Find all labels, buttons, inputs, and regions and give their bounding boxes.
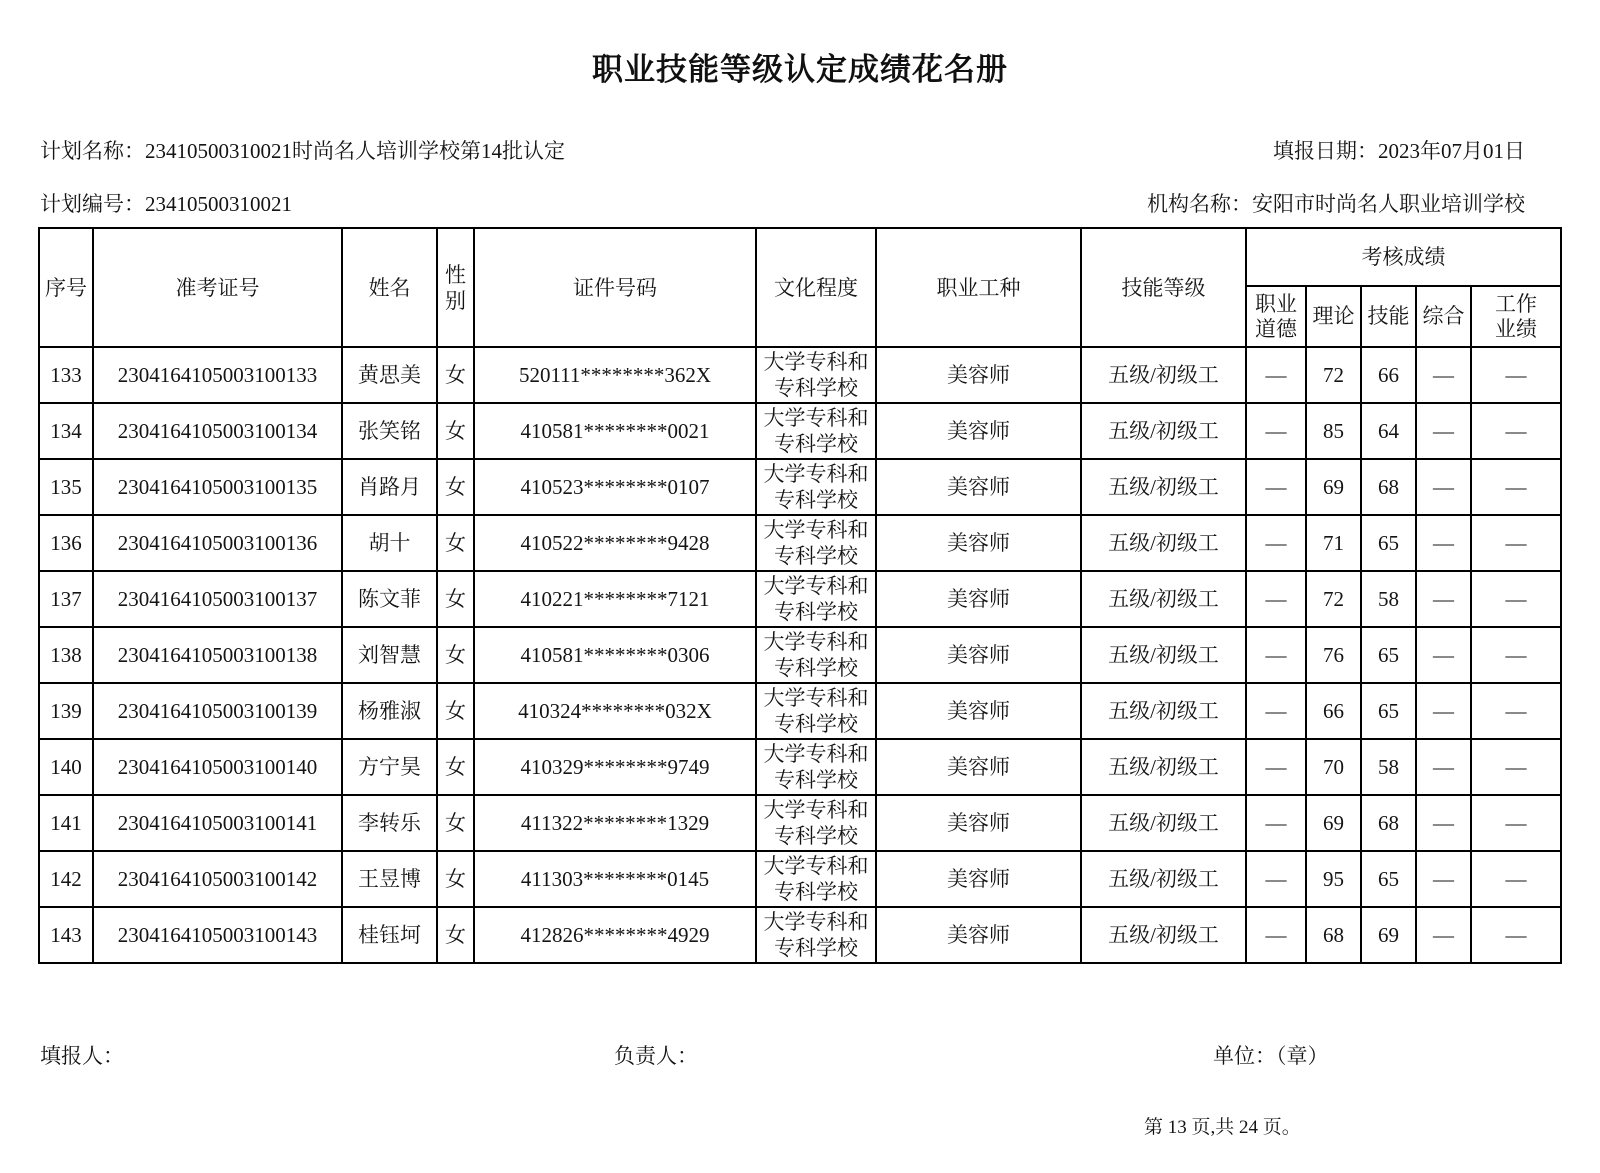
cell-score-skill: 69: [1361, 907, 1416, 963]
col-header-score-performance: 工作业绩: [1471, 286, 1561, 347]
table-row: [39, 627, 1561, 683]
cell-name: 李转乐: [342, 795, 437, 851]
cell-score-comprehensive: —: [1416, 459, 1471, 515]
cell-score-theory: 85: [1306, 403, 1361, 459]
cell-occupation: 美容师: [876, 739, 1081, 795]
cell-skill-level: 五级/初级工: [1081, 515, 1246, 571]
cell-seq: 139: [39, 683, 93, 739]
cell-skill-level: 五级/初级工: [1081, 683, 1246, 739]
col-header-score-ethics: 职业道德: [1246, 286, 1306, 347]
cell-gender: 女: [437, 347, 474, 403]
cell-score-performance: —: [1471, 683, 1561, 739]
cell-id-number: 410523********0107: [474, 459, 756, 515]
meta-row-2: [40, 190, 1525, 218]
table-header: [39, 228, 1561, 347]
cell-gender: 女: [437, 851, 474, 907]
cell-id-number: 520111********362X: [474, 347, 756, 403]
cell-seq: 136: [39, 515, 93, 571]
cell-score-performance: —: [1471, 459, 1561, 515]
cell-exam-number: 2304164105003100133: [93, 347, 342, 403]
col-header-gender: 性别: [437, 228, 474, 347]
cell-education: 大学专科和专科学校: [756, 515, 876, 571]
cell-gender: 女: [437, 907, 474, 963]
cell-id-number: 412826********4929: [474, 907, 756, 963]
table-row: [39, 683, 1561, 739]
cell-score-skill: 58: [1361, 739, 1416, 795]
cell-exam-number: 2304164105003100141: [93, 795, 342, 851]
cell-exam-number: 2304164105003100139: [93, 683, 342, 739]
table-body: [39, 347, 1561, 963]
cell-score-performance: —: [1471, 347, 1561, 403]
cell-seq: 143: [39, 907, 93, 963]
col-header-skill-level: 技能等级: [1081, 228, 1246, 347]
cell-id-number: 410221********7121: [474, 571, 756, 627]
cell-education: 大学专科和专科学校: [756, 403, 876, 459]
plan-name: [40, 137, 565, 165]
cell-score-ethics: —: [1246, 851, 1306, 907]
org-name-label: 机构名称：: [1147, 192, 1252, 216]
col-header-occupation: 职业工种: [876, 228, 1081, 347]
cell-score-theory: 95: [1306, 851, 1361, 907]
cell-score-ethics: —: [1246, 683, 1306, 739]
cell-exam-number: 2304164105003100136: [93, 515, 342, 571]
page-number: 第 13 页,共 24 页。: [1144, 1117, 1301, 1138]
cell-gender: 女: [437, 795, 474, 851]
cell-seq: 142: [39, 851, 93, 907]
report-date-value: 2023年07月01日: [1378, 139, 1525, 163]
cell-skill-level: 五级/初级工: [1081, 795, 1246, 851]
cell-score-ethics: —: [1246, 571, 1306, 627]
cell-exam-number: 2304164105003100142: [93, 851, 342, 907]
plan-code-value: 23410500310021: [145, 192, 292, 216]
cell-score-ethics: —: [1246, 627, 1306, 683]
col-header-education: 文化程度: [756, 228, 876, 347]
col-header-seq: 序号: [39, 228, 93, 347]
cell-score-performance: —: [1471, 795, 1561, 851]
cell-score-comprehensive: —: [1416, 571, 1471, 627]
cell-gender: 女: [437, 459, 474, 515]
cell-gender: 女: [437, 627, 474, 683]
cell-score-comprehensive: —: [1416, 403, 1471, 459]
cell-score-theory: 72: [1306, 571, 1361, 627]
cell-gender: 女: [437, 683, 474, 739]
cell-score-theory: 71: [1306, 515, 1361, 571]
cell-score-ethics: —: [1246, 459, 1306, 515]
meta-section: [40, 137, 1525, 218]
cell-score-performance: —: [1471, 571, 1561, 627]
table-row: [39, 907, 1561, 963]
plan-name-value: 23410500310021时尚名人培训学校第14批认定: [145, 139, 565, 163]
cell-skill-level: 五级/初级工: [1081, 739, 1246, 795]
cell-id-number: 411303********0145: [474, 851, 756, 907]
cell-education: 大学专科和专科学校: [756, 851, 876, 907]
cell-score-ethics: —: [1246, 403, 1306, 459]
cell-score-theory: 69: [1306, 795, 1361, 851]
cell-occupation: 美容师: [876, 515, 1081, 571]
table-row: [39, 739, 1561, 795]
table-row: [39, 795, 1561, 851]
col-header-exam-number: 准考证号: [93, 228, 342, 347]
cell-name: 刘智慧: [342, 627, 437, 683]
cell-gender: 女: [437, 571, 474, 627]
cell-id-number: 410581********0021: [474, 403, 756, 459]
cell-id-number: 410324********032X: [474, 683, 756, 739]
table-row: [39, 851, 1561, 907]
cell-score-theory: 69: [1306, 459, 1361, 515]
cell-score-theory: 70: [1306, 739, 1361, 795]
plan-code-label: 计划编号：: [40, 192, 145, 216]
cell-score-ethics: —: [1246, 795, 1306, 851]
cell-score-ethics: —: [1246, 907, 1306, 963]
cell-skill-level: 五级/初级工: [1081, 907, 1246, 963]
cell-skill-level: 五级/初级工: [1081, 459, 1246, 515]
cell-score-comprehensive: —: [1416, 683, 1471, 739]
cell-score-skill: 68: [1361, 459, 1416, 515]
table-row: [39, 403, 1561, 459]
cell-exam-number: 2304164105003100138: [93, 627, 342, 683]
report-date-label: 填报日期：: [1273, 139, 1378, 163]
cell-score-comprehensive: —: [1416, 739, 1471, 795]
cell-score-ethics: —: [1246, 347, 1306, 403]
cell-score-performance: —: [1471, 907, 1561, 963]
cell-occupation: 美容师: [876, 627, 1081, 683]
cell-score-skill: 64: [1361, 403, 1416, 459]
cell-score-skill: 58: [1361, 571, 1416, 627]
cell-exam-number: 2304164105003100137: [93, 571, 342, 627]
cell-score-performance: —: [1471, 515, 1561, 571]
cell-score-performance: —: [1471, 851, 1561, 907]
cell-occupation: 美容师: [876, 795, 1081, 851]
cell-exam-number: 2304164105003100135: [93, 459, 342, 515]
cell-score-performance: —: [1471, 403, 1561, 459]
table-row: [39, 459, 1561, 515]
cell-occupation: 美容师: [876, 403, 1081, 459]
cell-score-theory: 66: [1306, 683, 1361, 739]
cell-score-theory: 68: [1306, 907, 1361, 963]
cell-score-comprehensive: —: [1416, 907, 1471, 963]
table-row: [39, 571, 1561, 627]
cell-seq: 133: [39, 347, 93, 403]
score-roster-table: [38, 227, 1562, 964]
cell-education: 大学专科和专科学校: [756, 459, 876, 515]
col-header-name: 姓名: [342, 228, 437, 347]
plan-name-label: 计划名称：: [40, 139, 145, 163]
cell-score-ethics: —: [1246, 739, 1306, 795]
cell-score-performance: —: [1471, 627, 1561, 683]
cell-id-number: 410581********0306: [474, 627, 756, 683]
org-name: [1147, 190, 1525, 218]
cell-id-number: 411322********1329: [474, 795, 756, 851]
col-header-id-number: 证件号码: [474, 228, 756, 347]
cell-education: 大学专科和专科学校: [756, 739, 876, 795]
table-row: [39, 347, 1561, 403]
cell-exam-number: 2304164105003100143: [93, 907, 342, 963]
unit-seal-label: 单位：（章）: [1213, 1044, 1329, 1068]
cell-skill-level: 五级/初级工: [1081, 851, 1246, 907]
cell-score-theory: 76: [1306, 627, 1361, 683]
col-header-score-comprehensive: 综合: [1416, 286, 1471, 347]
header-row-main: [39, 228, 1561, 286]
cell-exam-number: 2304164105003100134: [93, 403, 342, 459]
cell-score-comprehensive: —: [1416, 851, 1471, 907]
cell-score-skill: 65: [1361, 683, 1416, 739]
cell-occupation: 美容师: [876, 851, 1081, 907]
cell-occupation: 美容师: [876, 459, 1081, 515]
table-row: [39, 515, 1561, 571]
cell-occupation: 美容师: [876, 571, 1081, 627]
cell-name: 胡十: [342, 515, 437, 571]
cell-name: 方宁昊: [342, 739, 437, 795]
cell-seq: 141: [39, 795, 93, 851]
cell-score-comprehensive: —: [1416, 627, 1471, 683]
cell-name: 杨雅淑: [342, 683, 437, 739]
report-date: [1273, 137, 1525, 165]
cell-education: 大学专科和专科学校: [756, 683, 876, 739]
cell-occupation: 美容师: [876, 907, 1081, 963]
cell-skill-level: 五级/初级工: [1081, 571, 1246, 627]
cell-score-performance: —: [1471, 739, 1561, 795]
cell-seq: 134: [39, 403, 93, 459]
col-header-score-skill: 技能: [1361, 286, 1416, 347]
filler-label: 填报人：: [40, 1044, 124, 1068]
cell-id-number: 410329********9749: [474, 739, 756, 795]
col-header-score-theory: 理论: [1306, 286, 1361, 347]
col-header-score-group: 考核成绩: [1246, 228, 1561, 286]
cell-seq: 137: [39, 571, 93, 627]
cell-seq: 140: [39, 739, 93, 795]
cell-occupation: 美容师: [876, 347, 1081, 403]
cell-education: 大学专科和专科学校: [756, 907, 876, 963]
cell-name: 桂钰坷: [342, 907, 437, 963]
cell-score-comprehensive: —: [1416, 347, 1471, 403]
signature-row: [0, 1040, 1600, 1070]
cell-name: 王昱博: [342, 851, 437, 907]
cell-gender: 女: [437, 739, 474, 795]
manager-label: 负责人：: [614, 1044, 698, 1068]
cell-name: 陈文菲: [342, 571, 437, 627]
cell-score-skill: 65: [1361, 515, 1416, 571]
cell-score-skill: 68: [1361, 795, 1416, 851]
cell-skill-level: 五级/初级工: [1081, 347, 1246, 403]
plan-code: [40, 190, 292, 218]
cell-score-comprehensive: —: [1416, 515, 1471, 571]
cell-seq: 138: [39, 627, 93, 683]
document-page: [0, 44, 1600, 1173]
cell-education: 大学专科和专科学校: [756, 347, 876, 403]
cell-score-skill: 65: [1361, 627, 1416, 683]
cell-occupation: 美容师: [876, 683, 1081, 739]
cell-gender: 女: [437, 403, 474, 459]
cell-education: 大学专科和专科学校: [756, 795, 876, 851]
cell-name: 肖路月: [342, 459, 437, 515]
cell-name: 黄思美: [342, 347, 437, 403]
meta-row-1: [40, 137, 1525, 165]
cell-score-comprehensive: —: [1416, 795, 1471, 851]
cell-id-number: 410522********9428: [474, 515, 756, 571]
cell-exam-number: 2304164105003100140: [93, 739, 342, 795]
cell-education: 大学专科和专科学校: [756, 627, 876, 683]
cell-name: 张笑铭: [342, 403, 437, 459]
cell-gender: 女: [437, 515, 474, 571]
page-title: 职业技能等级认定成绩花名册: [592, 52, 1008, 87]
cell-seq: 135: [39, 459, 93, 515]
cell-score-skill: 65: [1361, 851, 1416, 907]
cell-education: 大学专科和专科学校: [756, 571, 876, 627]
cell-skill-level: 五级/初级工: [1081, 403, 1246, 459]
org-name-value: 安阳市时尚名人职业培训学校: [1252, 192, 1525, 216]
cell-skill-level: 五级/初级工: [1081, 627, 1246, 683]
cell-score-theory: 72: [1306, 347, 1361, 403]
cell-score-skill: 66: [1361, 347, 1416, 403]
cell-score-ethics: —: [1246, 515, 1306, 571]
